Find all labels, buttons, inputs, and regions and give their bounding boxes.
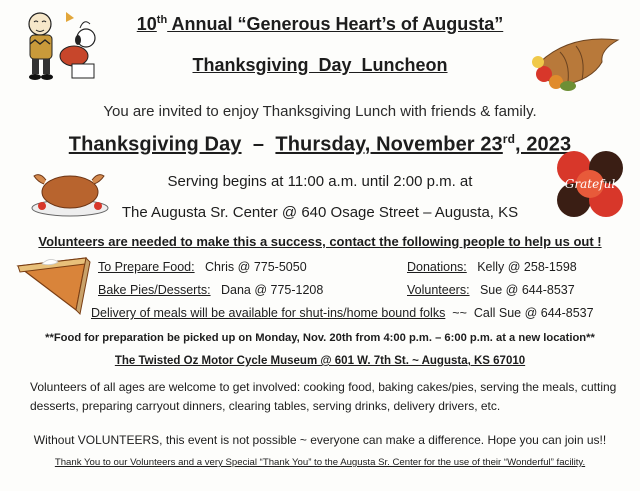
pickup-location: The Twisted Oz Motor Cycle Museum @ 601 W. 7th St. ~ Augusta, KS 67010: [114, 355, 526, 367]
without-volunteers-text: Without VOLUNTEERS, this event is not possible ~ everyone can make a difference. Hope you can join us!!: [33, 433, 607, 447]
charlie-brown-snoopy-icon: [16, 8, 106, 86]
volunteers-heading: Volunteers are needed to make this a success, contact the following people to help us out !: [38, 234, 602, 249]
food-pickup-note: **Food for preparation be picked up on Monday, Nov. 20th from 4:00 p.m. – 6:00 p.m. at a new location**: [45, 332, 595, 344]
roast-turkey-icon: [30, 166, 110, 218]
grateful-flower-icon: [552, 148, 628, 222]
donations-row: Donations: Kelly @ 258-1598: [407, 260, 577, 274]
all-ages-paragraph: Volunteers of all ages are welcome to get involved: cooking food, baking cakes/pies, serving the meals, cutting desserts, preparing carryout dinners, clearing tables, serving drinks, delivery drivers, etc.: [30, 380, 617, 413]
serving-time: Serving begins at 11:00 a.m. until 2:00 p.m. at: [167, 173, 473, 190]
prepare-food-row: To Prepare Food: Chris @ 775-5050: [98, 260, 307, 274]
thank-you-text: Thank You to our Volunteers and a very Special “Thank You” to the Augusta Sr. Center for the use of their “Wonderful” facility.: [54, 457, 586, 468]
delivery-row: Delivery of meals will be available for shut-ins/home bound folks ~~ Call Sue @ 644-8537: [91, 306, 594, 320]
title-line-2: Thanksgiving Day Luncheon: [192, 55, 448, 75]
pumpkin-pie-icon: [12, 252, 92, 318]
title-line-1: 10th Annual “Generous Heart’s of Augusta”: [136, 14, 504, 34]
volunteers-contact-row: Volunteers: Sue @ 644-8537: [407, 283, 575, 297]
svg-text:Grateful: Grateful: [564, 177, 616, 191]
bake-pies-row: Bake Pies/Desserts: Dana @ 775-1208: [98, 283, 324, 297]
invitation-text: You are invited to enjoy Thanksgiving Lunch with friends & family.: [103, 103, 537, 120]
event-date-line: Thanksgiving Day – Thursday, November 23rd, 2023: [68, 132, 572, 156]
cornucopia-icon: [530, 32, 625, 94]
venue-address: The Augusta Sr. Center @ 640 Osage Street – Augusta, KS: [121, 204, 519, 221]
